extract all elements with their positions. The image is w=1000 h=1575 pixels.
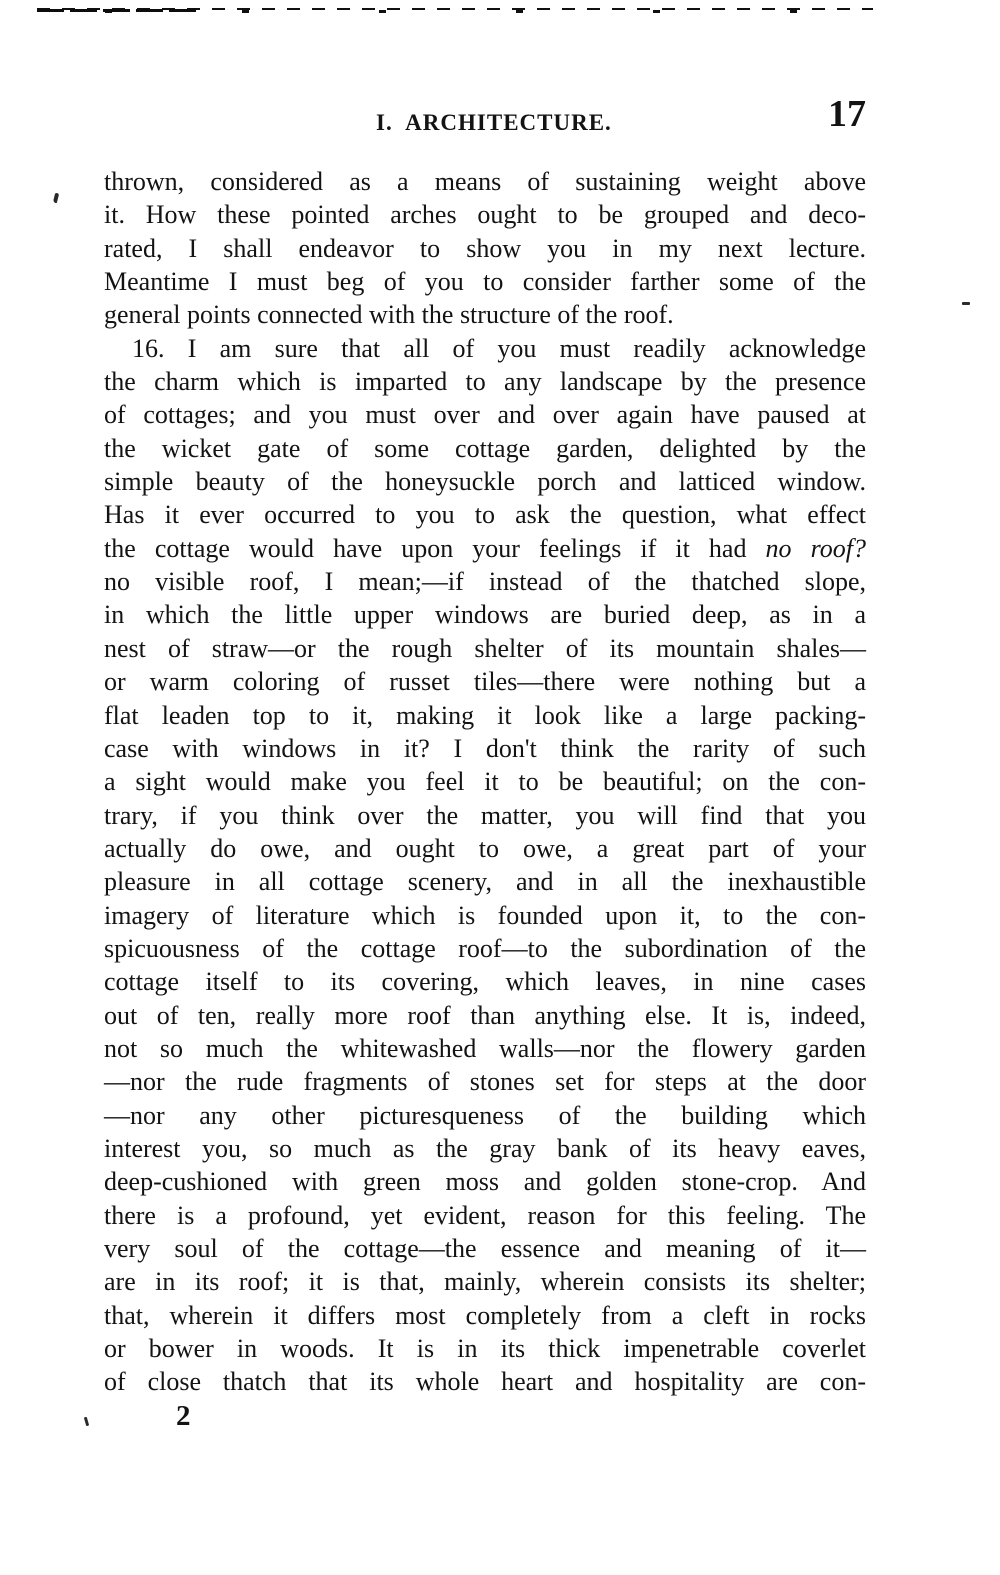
text-segment: a sight would make you feel it to be beautiful; on the con- bbox=[104, 767, 866, 797]
text-segment: or bower in woods. It is in its thick impenetrable coverlet bbox=[104, 1334, 866, 1364]
text-segment: pleasure in all cottage scenery, and in all the inexhaustible bbox=[104, 867, 866, 897]
text-line bbox=[104, 265, 866, 298]
text-segment: no visible roof, I mean;—if instead of the thatched slope, bbox=[104, 567, 866, 597]
text-segment: thrown, considered as a means of sustaining weight above bbox=[104, 167, 866, 196]
text-line bbox=[104, 832, 866, 865]
text-segment: imagery of literature which is founded upon it, to the con- bbox=[104, 900, 866, 930]
text-line bbox=[104, 1332, 866, 1365]
text-line bbox=[104, 665, 866, 698]
text-segment: the charm which is imparted to any landscape by the presence bbox=[104, 367, 866, 397]
text-segment: 16. I am sure that all of you must readily acknowledge bbox=[132, 333, 866, 363]
text-segment: flat leaden top to it, making it look like a large packing- bbox=[104, 700, 866, 730]
text-line bbox=[104, 799, 866, 832]
text-segment: in which the little upper windows are buried deep, as in a bbox=[104, 600, 866, 630]
text-line bbox=[104, 765, 866, 798]
text-segment: cottage itself to its covering, which leaves, in nine cases bbox=[104, 967, 866, 997]
page-number: 17 bbox=[828, 93, 866, 135]
text-segment: simple beauty of the honeysuckle porch and latticed window. bbox=[104, 467, 866, 497]
text-segment: rated, I shall endeavor to show you in my next lecture. bbox=[104, 233, 866, 263]
text-segment: case with windows in it? I don't think the rarity of such bbox=[104, 733, 866, 763]
text-segment: of close thatch that its whole heart and hospitality are con- bbox=[104, 1367, 866, 1397]
text-line bbox=[104, 332, 866, 365]
text-line bbox=[104, 1365, 866, 1398]
text-segment: nest of straw—or the rough shelter of its mountain shales— bbox=[104, 633, 866, 663]
text-segment: —nor any other picturesqueness of the building which bbox=[104, 1100, 866, 1130]
text-line bbox=[104, 1199, 866, 1232]
text-segment: deep-cushioned with green moss and golden stone-crop. And bbox=[104, 1167, 866, 1197]
text-segment: out of ten, really more roof than anything else. It is, indeed, bbox=[104, 1000, 866, 1030]
text-segment: actually do owe, and ought to owe, a great part of your bbox=[104, 833, 866, 863]
text-segment: there is a profound, yet evident, reason for this feeling. The bbox=[104, 1200, 866, 1230]
running-header bbox=[104, 0, 866, 150]
text-line bbox=[104, 932, 866, 965]
text-line bbox=[104, 432, 866, 465]
text-line bbox=[104, 598, 866, 631]
text-segment: trary, if you think over the matter, you will find that you bbox=[104, 800, 866, 830]
text-segment: the cottage would have upon your feelings if it had bbox=[104, 533, 766, 563]
text-line bbox=[104, 899, 866, 932]
text-line bbox=[104, 1065, 866, 1098]
scan-speck-bottom bbox=[84, 1417, 89, 1426]
text-line bbox=[104, 1232, 866, 1265]
text-line bbox=[104, 732, 866, 765]
text-line bbox=[104, 965, 866, 998]
text-line bbox=[104, 365, 866, 398]
text-segment: the wicket gate of some cottage garden, delighted by the bbox=[104, 433, 866, 463]
text-line bbox=[104, 699, 866, 732]
text-segment: spicuousness of the cottage roof—to the subordination of the bbox=[104, 933, 866, 963]
scan-speck-right bbox=[962, 302, 970, 305]
text-line bbox=[104, 498, 866, 531]
text-segment: not so much the whitewashed walls—nor the flowery garden bbox=[104, 1033, 866, 1063]
section-title: I. ARCHITECTURE. bbox=[376, 110, 612, 135]
text-line bbox=[104, 465, 866, 498]
scan-speck-left bbox=[53, 193, 59, 204]
text-line bbox=[104, 1032, 866, 1065]
text-segment: general points connected with the structure of the roof. bbox=[104, 300, 674, 330]
text-line bbox=[104, 198, 866, 231]
text-line bbox=[104, 565, 866, 598]
text-line bbox=[104, 1265, 866, 1298]
text-line bbox=[104, 1099, 866, 1132]
text-line bbox=[104, 1299, 866, 1332]
text-segment: interest you, so much as the gray bank of its heavy eaves, bbox=[104, 1133, 866, 1163]
text-segment: Has it ever occurred to you to ask the question, what effect bbox=[104, 500, 866, 530]
text-line bbox=[104, 1132, 866, 1165]
text-line bbox=[104, 865, 866, 898]
text-segment: Meantime I must beg of you to consider farther some of the bbox=[104, 267, 866, 297]
text-line bbox=[104, 298, 866, 331]
text-segment: that, wherein it differs most completely from a cleft in rocks bbox=[104, 1300, 866, 1330]
text-segment: of cottages; and you must over and over again have paused at bbox=[104, 400, 866, 430]
text-line bbox=[104, 165, 866, 198]
text-segment: —nor the rude fragments of stones set for steps at the door bbox=[104, 1067, 866, 1097]
text-segment: or warm coloring of russet tiles—there were nothing but a bbox=[104, 667, 866, 697]
page-text bbox=[104, 165, 866, 1399]
text-line bbox=[104, 232, 866, 265]
text-segment: are in its roof; it is that, mainly, wherein consists its shelter; bbox=[104, 1267, 866, 1297]
text-line bbox=[104, 398, 866, 431]
text-line bbox=[104, 532, 866, 565]
italic-text: no roof? bbox=[765, 533, 866, 563]
text-line bbox=[104, 632, 866, 665]
signature-mark: 2 bbox=[176, 1400, 191, 1432]
text-segment: it. How these pointed arches ought to be grouped and deco- bbox=[104, 200, 866, 230]
text-line bbox=[104, 999, 866, 1032]
text-line bbox=[104, 1165, 866, 1198]
text-segment: very soul of the cottage—the essence and meaning of it— bbox=[104, 1234, 866, 1263]
